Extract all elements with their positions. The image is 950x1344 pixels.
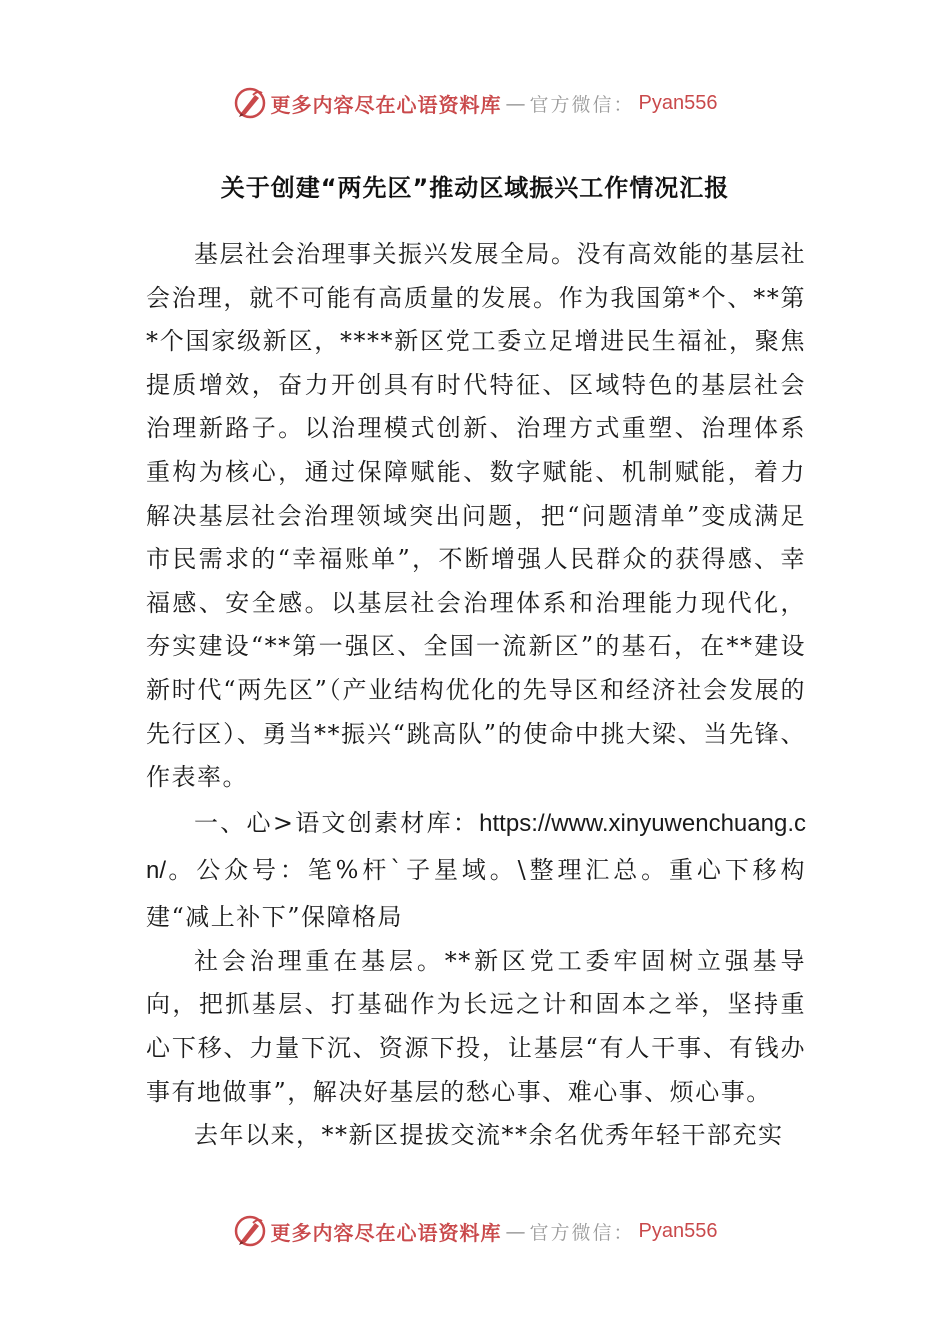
banner-brand-text: 更多内容尽在心语资料库 xyxy=(270,92,502,117)
paragraph-last-year: 去年以来，**新区提拔交流**余名优秀年轻干部充实 xyxy=(194,1121,784,1150)
paragraph-intro: 基层社会治理事关振兴发展全局。没有高效能的基层社会治理，就不可能有高质量的发展。作为我国第*个、**第*个国家级新区，****新区党工委立足增进民生福祉，聚焦提质增效，奋力开创具有时代特征、区域特色的基层社会治理新路子。以治理模式创新、治理方式重塑、治理体系重构为核心，通过保障赋能、数字赋能、机制赋能，着力解决基层社会治理领域突出问题，把“问题清单”变成满足市民需求的“幸福账单”，不断增强人民群众的获得感、幸福感、安全感。以基层社会治理体系和治理能力现代化，夯实建设“**第一强区、全国一流新区”的基石，在**建设新时代“两先区”（产业结构优化的先导区和经济社会发展的先行区）、勇当**振兴“跳高队”的使命中挑大梁、当先锋、作表率。 xyxy=(146,240,806,792)
footer-banner xyxy=(0,1211,950,1251)
document-title: 关于创建“两先区”推动区域振兴工作情况汇报 xyxy=(220,174,730,202)
heading-suffix: 。公众号：笔%杆`子星域。\整理汇总。重心下移构建“减上补下”保障格局 xyxy=(146,855,806,931)
banner-official-label: 官方微信： xyxy=(529,1221,635,1244)
pen-logo-icon xyxy=(233,86,267,120)
heading-prefix: 一、心>语文创素材库： xyxy=(194,808,480,837)
banner-dash: — xyxy=(505,1219,526,1243)
banner-brand-text: 更多内容尽在心语资料库 xyxy=(270,1220,502,1245)
banner-wechat-id: Pyan556 xyxy=(638,91,718,114)
banner-dash: — xyxy=(505,91,526,115)
section-heading-1 xyxy=(146,800,806,940)
paragraph-grassroots: 社会治理重在基层。**新区党工委牢固树立强基导向，把抓基层、打基础作为长远之计和固本之举，坚持重心下移、力量下沉、资源下投，让基层“有人干事、有钱办事有地做事”，解决好基层的愁心事、难心事、烦心事。 xyxy=(146,946,806,1106)
banner-wechat-id: Pyan556 xyxy=(638,1219,718,1242)
pen-logo-icon xyxy=(233,1214,267,1248)
banner-official-label: 官方微信： xyxy=(529,93,635,116)
header-banner xyxy=(0,83,950,123)
heading-url-link[interactable]: https://www.xinyuwenchuang.cn/ xyxy=(146,809,806,884)
document-body xyxy=(146,233,806,1158)
